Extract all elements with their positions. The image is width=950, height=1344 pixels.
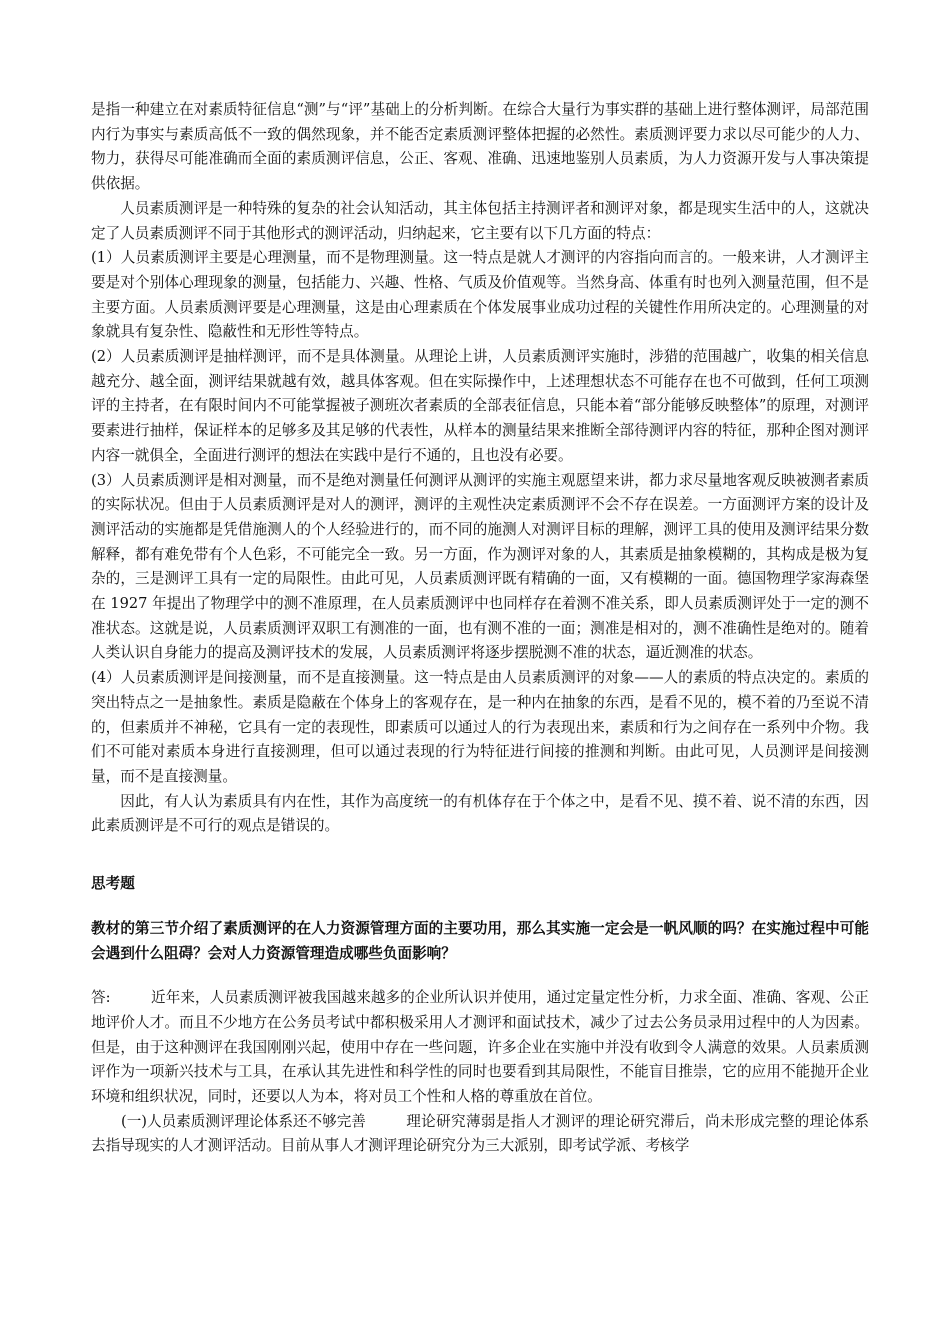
feature-item-2: (2）人员素质测评是抽样测评，而不是具体测量。从理论上讲，人员素质测评实施时，涉猎的范围越广，收集的相关信息越充分、越全面，测评结果就越有效，越具体客观。但在实际操作中，上述理想状态不可能存在也不可做到，任何工项测评的主持者，在有限时间内不可能掌握被子测班次者素质的全部表征信息，只能本着“部分能够反映整体”的原理，对测评要素进行抽样，保证样本的足够多及其足够的代表性，从样本的测量结果来推断全部待测评内容的特征，那种企图对测评内容一就俱全，全面进行测评的想法在实践中是行不通的，且也没有必要。: [91, 348, 869, 464]
answer-paragraph: [91, 986, 869, 1110]
question-text: 教材的第三节介绍了素质测评的在人力资源管理方面的主要功用，那么其实施一定会是一帆风顺的吗？在实施过程中可能会遇到什么阻碍？会对人力资源管理造成哪些负面影响？: [91, 919, 869, 962]
section-heading: 思考题: [91, 875, 135, 893]
answer-text: 近年来，人员素质测评被我国越来越多的企业所认识并使用，通过定量定性分析，力求全面、准确、客观、公正地评价人才。而且不少地方在公务员考试中都积极采用人才测评和面试技术，减少了过去公务员录用过程中的人为因素。但是，由于这种测评在我国刚刚兴起，使用中存在一些问题，许多企业在实施中并没有收到令人满意的效果。人员素质测评作为一项新兴技术与工具，在承认其先进性和科学性的同时也要看到其局限性，不能盲目推崇，它的应用不能抛开企业环境和组织状况，同时，还要以人为本，将对员工个性和人格的尊重放在首位。: [91, 989, 869, 1106]
subsection-paragraph: [91, 1110, 869, 1159]
document-page: [91, 98, 869, 1159]
answer-label: 答:: [91, 989, 111, 1007]
feature-item-1: (1）人员素质测评主要是心理测量，而不是物理测量。这一特点是就人才测评的内容指向而言的。一般来讲，人才测评主要是对个别体心理现象的测量，包括能力、兴趣、性格、气质及价值观等。当然身高、体重有时也列入测量范围，但不是主要方面。人员素质测评要是心理测量，这是由心理素质在个体发展事业成功过程的关键性作用所决定的。心理测量的对象就具有复杂性、隐蔽性和无形性等特点。: [91, 249, 869, 341]
intro-paragraph: 是指一种建立在对素质特征信息“测”与“评”基础上的分析判断。在综合大量行为事实群的基础上进行整体测评，局部范围内行为事实与素质高低不一致的偶然现象，并不能否定素质测评整体把握的必然性。素质测评要力求以尽可能少的人力、物力，获得尽可能准确而全面的素质测评信息，公正、客观、准确、迅速地鉴别人员素质，为人力资源开发与人事决策提供依据。: [91, 101, 869, 193]
features-intro-paragraph: 人员素质测评是一种特殊的复杂的社会认知活动，其主体包括主持测评者和测评对象，都是现实生活中的人，这就决定了人员素质测评不同于其他形式的测评活动，归纳起来，它主要有以下几方面的特点：: [91, 199, 869, 242]
subsection-title: (一)人员素质测评理论体系还不够完善: [121, 1112, 366, 1130]
conclusion-paragraph: 因此，有人认为素质具有内在性，其作为高度统一的有机体存在于个体之中，是看不见、摸不着、说不清的东西，因此素质测评是不可行的观点是错误的。: [91, 792, 869, 835]
subsection-text: 理论研究薄弱是指人才测评的理论研究滞后，尚未形成完整的理论体系去指导现实的人才测评活动。目前从事人才测评理论研究分为三大派别，即考试学派、考核学: [91, 1112, 869, 1155]
feature-item-4: (4）人员素质测评是间接测量，而不是直接测量。这一特点是由人员素质测评的对象——人的素质的特点决定的。素质的突出特点之一是抽象性。素质是隐蔽在个体身上的客观存在，是一种内在抽象的东西，是看不见的，模不着的乃至说不清的，但素质并不神秘，它具有一定的表现性，即素质可以通过人的行为表现出来，素质和行为之间存在一系列中介物。我们不可能对素质本身进行直接测理，但可以通过表现的行为特征进行间接的推测和判断。由此可见，人员测评是间接测量，而不是直接测量。: [91, 669, 869, 785]
feature-item-3: (3）人员素质测评是相对测量，而不是绝对测量任何测评从测评的实施主观愿望来讲，都力求尽量地客观反映被测者素质的实际状况。但由于人员素质测评是对人的测评，测评的主观性决定素质测评不会不存在误差。一方面测评方案的设计及测评活动的实施都是凭借施测人的个人经验进行的，而不同的施测人对测评目标的理解，测评工具的使用及测评结果分数解释，都有难免带有个人色彩，不可能完全一致。另一方面，作为测评对象的人，其素质是抽象模糊的，其构成是极为复杂的，三是测评工具有一定的局限性。由此可见，人员素质测评既有精确的一面，又有模糊的一面。德国物理学家海森堡在 1927 年提出了物理学中的测不准原理，在人员素质测评中也同样存在着测不准关系，即人员素质测评处于一定的测不准状态。这就是说，人员素质测评双职工有测准的一面，也有测不准的一面；测准是相对的，测不准确性是绝对的。随着人类认识自身能力的提高及测评技术的发展，人员素质测评将逐步摆脱测不准的状态，逼近测准的状态。: [91, 471, 869, 662]
